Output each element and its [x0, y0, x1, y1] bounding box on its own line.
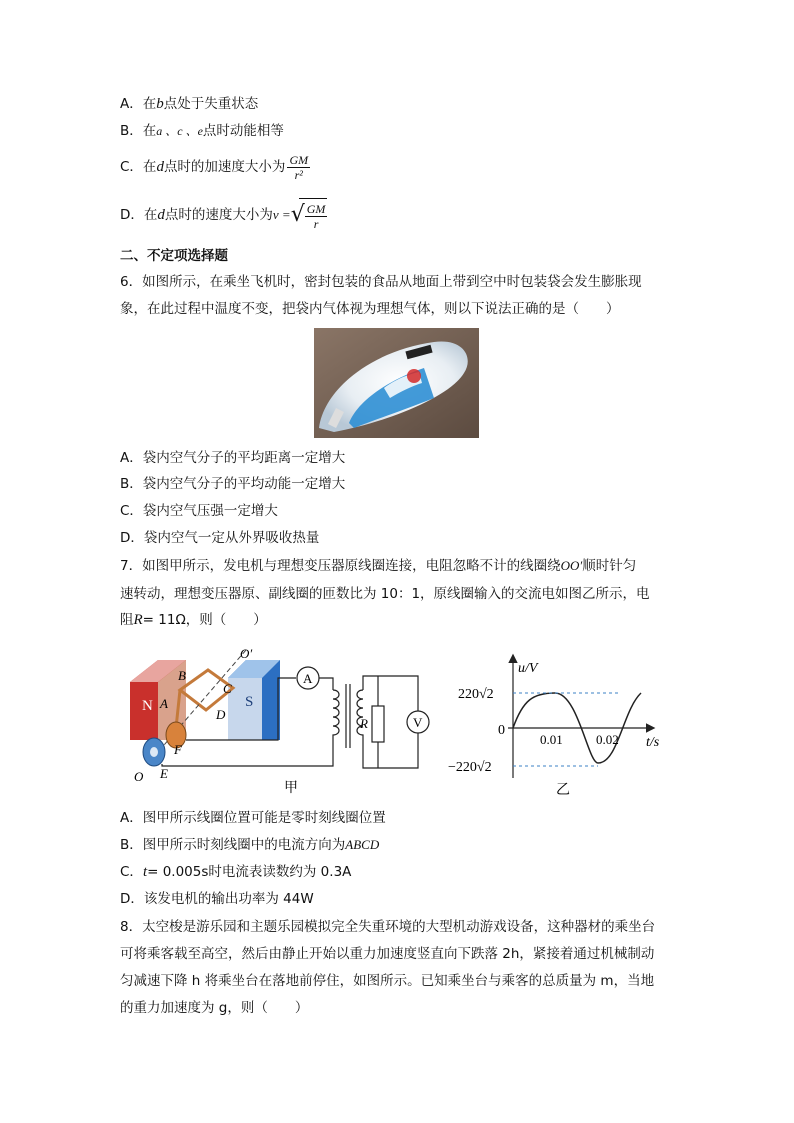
svg-text:B: B [178, 668, 186, 683]
q8-stem-line3: 匀减速下降 h 将乘坐台在落地前停住，如图所示。已知乘坐台与乘客的总质量为 m，当地 [120, 973, 655, 989]
sqrt-expression: √ $\frac{GM}{r}$ [291, 198, 328, 232]
t1-label: 0.01 [540, 732, 563, 747]
svg-text:O: O [134, 769, 144, 784]
svg-text:A: A [303, 671, 313, 686]
figure-jia-generator-circuit [128, 640, 438, 800]
n-pole-label: N [142, 698, 153, 714]
svg-text:F: F [174, 742, 182, 757]
q8-stem-line1: 8．太空梭是游乐园和主题乐园模拟完全失重环境的大型机动游戏设备，这种器材的乘坐台 [120, 919, 656, 935]
acceleration-fraction: $\frac{GM}{\text{r²}}$ [289, 152, 309, 182]
q6-option-c: C．袋内空气压强一定增大 [120, 503, 278, 519]
q7-option-a: A．图甲所示线圈位置可能是零时刻线圈位置 [120, 810, 386, 826]
q7-option-c: C．t= 0.005s时电流表读数约为 0.3A [120, 864, 352, 880]
q7-stem-line3: 阻R= 11Ω，则（ ） [120, 612, 267, 628]
resistor-icon [372, 706, 384, 742]
svg-text:E: E [160, 766, 168, 781]
q7-stem-line1: 7．如图甲所示，发电机与理想变压器原线圈连接，电阻忽略不计的线圈绕OO′顺时针匀 [120, 558, 637, 574]
q6-option-b: B．袋内空气分子的平均动能一定增大 [120, 476, 346, 492]
svg-text:C: C [223, 681, 232, 696]
svg-text:D: D [216, 707, 226, 722]
q6-stem-line2: 象，在此过程中温度不变，把袋内气体视为理想气体，则以下说法正确的是（ ） [120, 301, 620, 317]
svg-text:O′: O′ [240, 646, 253, 661]
svg-text:A: A [160, 696, 168, 711]
q5-option-b: B．在a 、c 、e点时动能相等 [120, 123, 284, 139]
figure-yi-sine-chart [448, 650, 668, 800]
svg-text:V: V [413, 715, 423, 730]
s-pole-label: S [245, 694, 254, 710]
q7-option-b: B．图甲所示时刻线圈中的电流方向为ABCD [120, 837, 380, 853]
inflated-bag-photo [314, 328, 479, 438]
y-min-label: −220√2 [448, 760, 492, 775]
q6-option-d: D．袋内空气一定从外界吸收热量 [120, 530, 320, 546]
q5-option-a: A．在b点处于失重状态 [120, 96, 259, 112]
figure-yi-caption: 乙 [556, 783, 570, 798]
y-max-label: 220√2 [458, 687, 494, 702]
y-axis-label: u/V [518, 661, 538, 676]
q7-stem-line2: 速转动，理想变压器原、副线圈的匝数比为 10：1，原线圈输入的交流电如图乙所示，电 [120, 586, 650, 602]
svg-text:R: R [360, 716, 368, 731]
q6-option-a: A．袋内空气分子的平均距离一定增大 [120, 450, 346, 466]
origin-label: 0 [498, 723, 505, 738]
q6-stem-line1: 6．如图所示，在乘坐飞机时，密封包装的食品从地面上带到空中时包装袋会发生膨胀现 [120, 274, 642, 290]
q8-stem-line2: 可将乘客载至高空，然后由静止开始以重力加速度竖直向下跌落 2h，紧接着通过机械制动 [120, 946, 655, 962]
q5-option-d: D．在d点时的速度大小为v = √ $\frac{GM}{r}$ [120, 198, 327, 232]
q5-option-c: C．在d点时的加速度大小为 $\frac{GM}{\text{r²}}$ [120, 152, 309, 182]
q8-stem-line4: 的重力加速度为 g，则（ ） [120, 1000, 309, 1016]
section-title: 二、不定项选择题 [120, 248, 228, 264]
figure-jia-caption: 甲 [284, 781, 298, 796]
q7-option-d: D．该发电机的输出功率为 44W [120, 891, 314, 907]
t2-label: 0.02 [596, 732, 619, 747]
x-axis-label: t/s [646, 735, 660, 750]
